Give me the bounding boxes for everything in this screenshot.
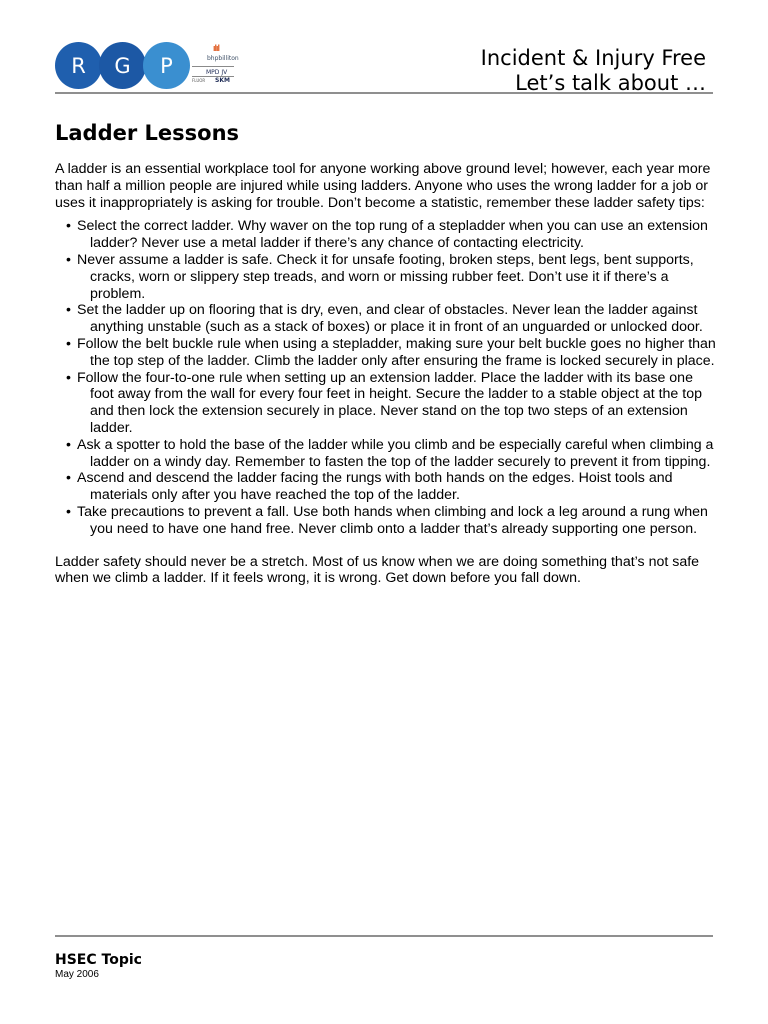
bullet-icon: • (66, 436, 71, 453)
tip-text: Never assume a ladder is safe. Check it for unsafe footing, broken steps, bent legs, bent supports, cracks, worn or slippery step treads, and worn or missing rubber feet. Don’t use it if there’s a problem. (77, 251, 694, 302)
bullet-icon: • (66, 218, 71, 235)
list-item (55, 504, 717, 538)
intro-paragraph: A ladder is an essential workplace tool for anyone working above ground level; however, each year more than half a million people are injured while using ladders. Anyone who uses the wrong ladder for a job or uses it inappropriately is asking for trouble. Don’t become a statistic, remember these ladder safety tips: (55, 161, 711, 211)
list-item (55, 437, 717, 471)
list-item (55, 470, 717, 504)
bullet-icon: • (66, 503, 71, 520)
footer-divider (55, 935, 713, 937)
fluor-logo-text: FLUOR (192, 78, 206, 83)
header-title: Incident & Injury Free (480, 46, 706, 70)
logo-letter-p: P (143, 42, 190, 89)
partner-divider (192, 66, 234, 67)
skm-logo-text: SKM (215, 77, 230, 84)
tip-text: Set the ladder up on flooring that is dry, even, and clear of obstacles. Never lean the ladder against anything unstable (such as a stack of boxes) or place it in front of an unguarded or unlocked door. (77, 302, 703, 336)
header-subtitle: Let’s talk about … (515, 71, 706, 91)
bullet-icon: • (66, 335, 71, 352)
bullet-icon: • (66, 251, 71, 268)
list-item (55, 370, 717, 437)
bullet-icon: • (66, 369, 71, 386)
rgp-logo (55, 42, 239, 94)
tip-text: Follow the belt buckle rule when using a stepladder, making sure your belt buckle goes no higher than the top step of the ladder. Climb the ladder only after ensuring the frame is locked securely in place. (77, 335, 716, 369)
tip-text: Select the correct ladder. Why waver on the top rung of a stepladder when you can use an extension ladder? Never use a metal ladder if there’s any chance of contacting electricity. (77, 218, 708, 252)
bhp-mark-icon: ılıl (213, 43, 220, 53)
tip-text: Take precautions to prevent a fall. Use both hands when climbing and lock a leg around a rung when you need to have one hand free. Never climb onto a ladder that’s already supporting one person. (77, 503, 708, 537)
logo-letter-g: G (99, 42, 146, 89)
tip-text: Follow the four-to-one rule when setting up an extension ladder. Place the ladder with its base one foot away from the wall for every four feet in height. Secure the ladder to a stable object at the top and then lock the extension securely in place. Never stand on the top two steps of an extension ladder. (77, 369, 702, 436)
footer-date: May 2006 (55, 969, 99, 980)
partner-logos (192, 43, 239, 88)
logo-letter-r: R (55, 42, 102, 89)
tip-text: Ascend and descend the ladder facing the rungs with both hands on the edges. Hoist tools and materials only after you have reached the top of the ladder. (77, 470, 673, 504)
safety-tips-list (55, 218, 717, 537)
document-body (55, 161, 717, 587)
list-item (55, 218, 717, 252)
bullet-icon: • (66, 302, 71, 319)
list-item (55, 252, 717, 302)
tip-text: Ask a spotter to hold the base of the ladder while you climb and be especially careful when climbing a ladder on a windy day. Remember to fasten the top of the ladder securely to prevent it from tipping. (77, 436, 714, 470)
mpd-jv-text: MPD JV (206, 69, 228, 76)
closing-paragraph: Ladder safety should never be a stretch. Most of us know when we are doing something that’s not safe when we climb a ladder. If it feels wrong, it is wrong. Get down before you fall down. (55, 553, 700, 587)
list-item (55, 336, 717, 370)
page-title: Ladder Lessons (55, 121, 240, 145)
footer-topic: HSEC Topic (55, 952, 142, 968)
bullet-icon: • (66, 470, 71, 487)
header-divider (55, 92, 713, 94)
bhp-logo-text: bhpbilliton (207, 55, 239, 62)
list-item (55, 302, 717, 336)
